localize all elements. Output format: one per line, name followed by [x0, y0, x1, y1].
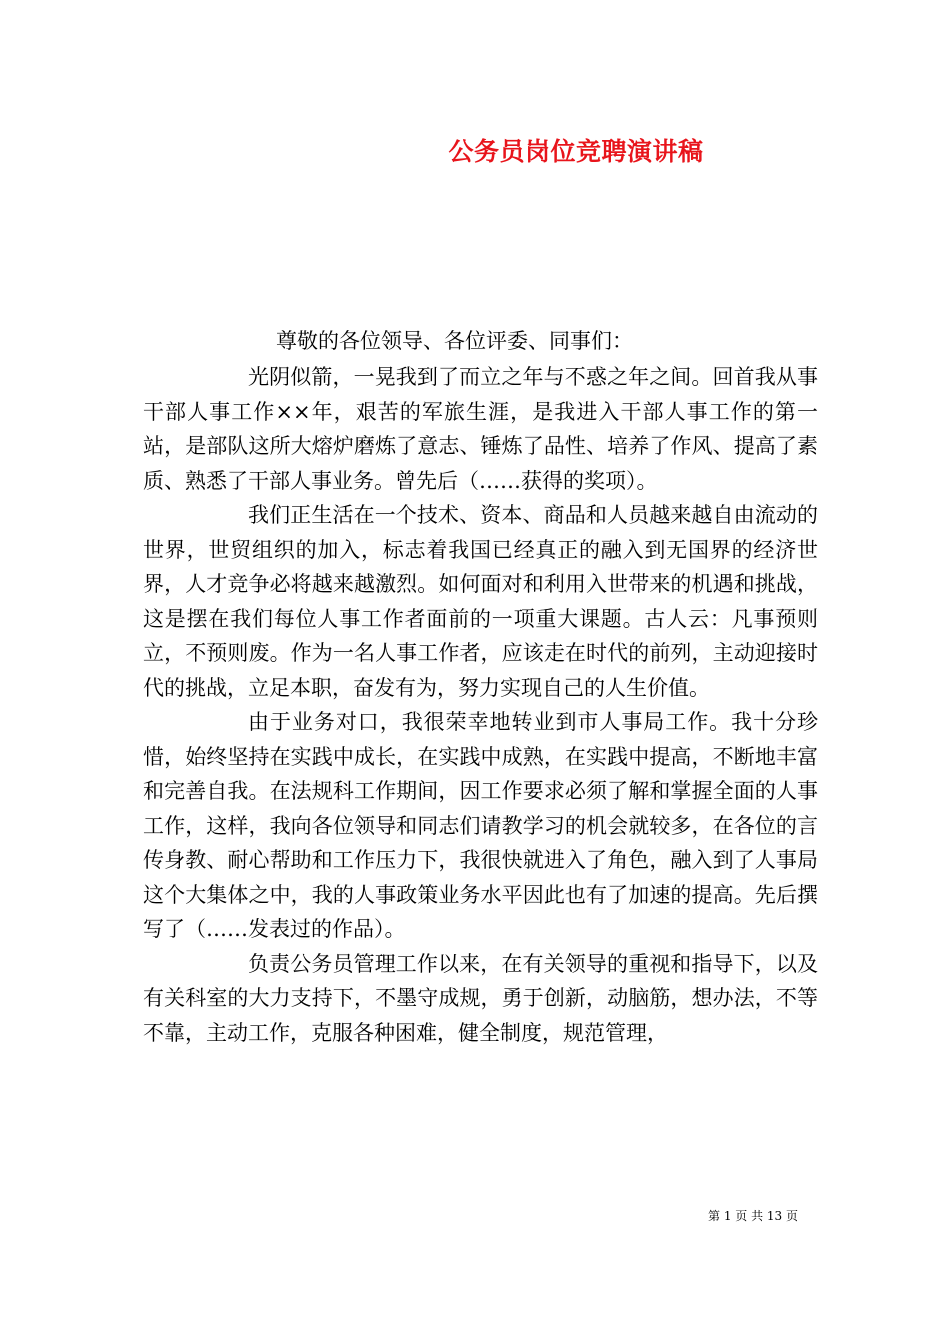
page-title: 公务员岗位竞聘演讲稿: [448, 137, 704, 166]
paragraph-1: 光阴似箭，一晃我到了而立之年与不惑之年之间。回首我从事干部人事工作××年，艰苦的军旅生涯，是我进入干部人事工作的第一站，是部队这所大熔炉磨炼了意志、锤炼了品性、培养了作风、提高了素质、熟悉了干部人事业务。曾先后（……获得的奖项）。: [143, 365, 818, 493]
paragraph-3: 由于业务对口，我很荣幸地转业到市人事局工作。我十分珍惜，始终坚持在实践中成长，在实践中成熟，在实践中提高，不断地丰富和完善自我。在法规科工作期间，因工作要求必须了解和掌握全面的人事工作，这样，我向各位领导和同志们请教学习的机会就较多，在各位的言传身教、耐心帮助和工作压力下，我很快就进入了角色，融入到了人事局这个大集体之中，我的人事政策业务水平因此也有了加速的提高。先后撰写了（……发表过的作品）。: [143, 710, 818, 941]
paragraph-2: 我们正生活在一个技术、资本、商品和人员越来越自由流动的世界，世贸组织的加入，标志着我国已经真正的融入到无国界的经济世界，人才竞争必将越来越激烈。如何面对和利用入世带来的机遇和挑战，这是摆在我们每位人事工作者面前的一项重大课题。古人云：凡事预则立，不预则废。作为一名人事工作者，应该走在时代的前列，主动迎接时代的挑战，立足本职，奋发有为，努力实现自己的人生价值。: [143, 503, 818, 700]
page-number: 第 1 页 共 13 页: [708, 1209, 798, 1223]
document-body: [143, 360, 818, 1050]
paragraph-4: 负责公务员管理工作以来，在有关领导的重视和指导下，以及有关科室的大力支持下，不墨守成规，勇于创新，动脑筋，想办法，不等不靠，主动工作，克服各种困难，健全制度，规范管理，: [143, 951, 818, 1045]
salutation: 尊敬的各位领导、各位评委、同事们：: [276, 329, 633, 353]
